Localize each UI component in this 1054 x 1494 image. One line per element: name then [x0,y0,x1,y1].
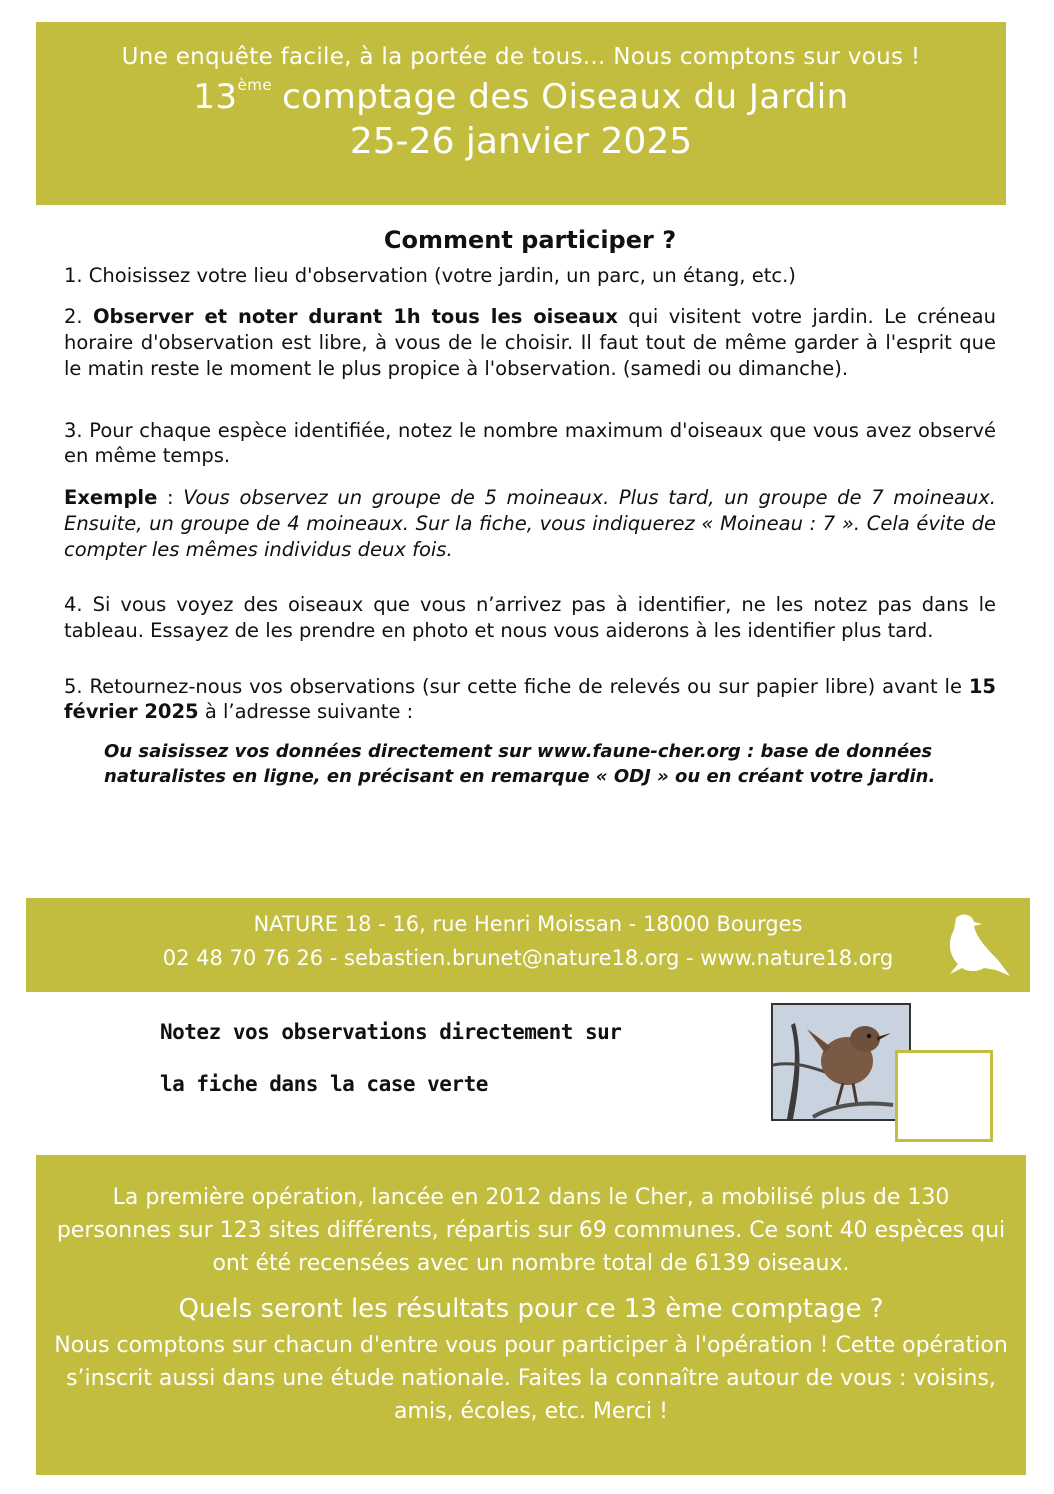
results-band [36,1155,1026,1475]
deadline-date: 15 février 2025 [64,674,996,724]
event-date: 25-26 janvier 2025 [349,121,693,162]
example-text: Vous observez un groupe de 5 moineaux. Plus tard, un groupe de 7 moineaux. Ensuite, un groupe de 4 moineaux. Sur la fiche, vous indiquerez « Moineau : 7 ». Cela évite de compter les mêmes individus deux fois. [64,486,996,561]
address-band [26,898,1030,992]
online-entry-note [104,739,996,789]
step-4: 4. Si vous voyez des oiseaux que vous n’arrivez pas à identifier, ne les notez pas dans le tableau. Essayez de les prendre en photo et nous vous aiderons à les identifier plus tard. [64,593,996,643]
title-rest: comptage des Oiseaux du Jardin [282,77,849,117]
tagline: Une enquête facile, à la portée de tous... Nous comptons sur vous ! [121,44,921,70]
participation-appeal: Nous comptons sur chacun d'entre vous pour participer à l'opération ! Cette opération s’inscrit aussi dans une étude nationale. Faites la connaître autour de vous : voisins, amis, écoles, etc. Merci ! [54,1333,1008,1424]
contact-line: 02 48 70 76 26 - sebastien.brunet@nature18.org - www.nature18.org [162,946,894,970]
example-label: Exemple [64,486,158,510]
step-5-part2: à l’adresse suivante : [198,700,414,724]
green-count-box[interactable] [895,1050,993,1142]
first-operation-stats: La première opération, lancée en 2012 dans le Cher, a mobilisé plus de 130 personnes sur 123 sites différents, répartis sur 69 communes. Ce sont 40 espèces qui ont été recensées avec un nombre total de 6139 oiseaux. [56,1185,1006,1276]
step-5 [64,674,996,725]
step-2-rest: qui visitent votre jardin. Le créneau horaire d'observation est libre, à vous de le choisir. Il faut tout de même garder à l'esprit que le matin reste le moment le plus propice à l'observation. (samedi ou dimanche). [64,305,996,380]
notes-instruction [160,1020,621,1124]
results-question: Quels seront les résultats pour ce 13 ème comptage ? [178,1294,884,1324]
step-2-bold: Observer et noter durant 1h tous les oiseaux [92,305,618,329]
postal-address: NATURE 18 - 16, rue Henri Moissan - 18000 Bourges [253,912,803,936]
notes-line-2: la fiche dans la case verte [160,1072,488,1096]
edition-suffix: ème [237,76,273,94]
event-title [36,76,1006,117]
step-2 [64,304,996,381]
wren-bird-image [773,1005,909,1119]
instructions-heading: Comment participer ? [383,226,677,254]
step-5-part1: 5. Retournez-nous vos observations (sur cette fiche de relevés ou sur papier libre) avant le [64,674,969,698]
bird-icon [938,910,1012,982]
wren-photo [771,1003,911,1121]
example [64,485,996,562]
online-line-1: Ou saisissez vos données directement sur www.faune-cher.org : base de données [104,741,933,763]
instructions [64,225,996,790]
step-1: 1. Choisissez votre lieu d'observation (votre jardin, un parc, un étang, etc.) [64,263,796,287]
edition-number: 13 [193,77,238,117]
online-line-2: naturalistes en ligne, en précisant en remarque « ODJ » ou en créant votre jardin. [104,766,936,788]
example-separator: : [157,486,184,510]
notes-line-1: Notez vos observations directement sur [160,1020,622,1044]
step-3: 3. Pour chaque espèce identifiée, notez le nombre maximum d'oiseaux que vous avez observé en même temps. [64,418,996,468]
header-band [36,22,1006,205]
step-2-prefix: 2. [64,305,93,329]
